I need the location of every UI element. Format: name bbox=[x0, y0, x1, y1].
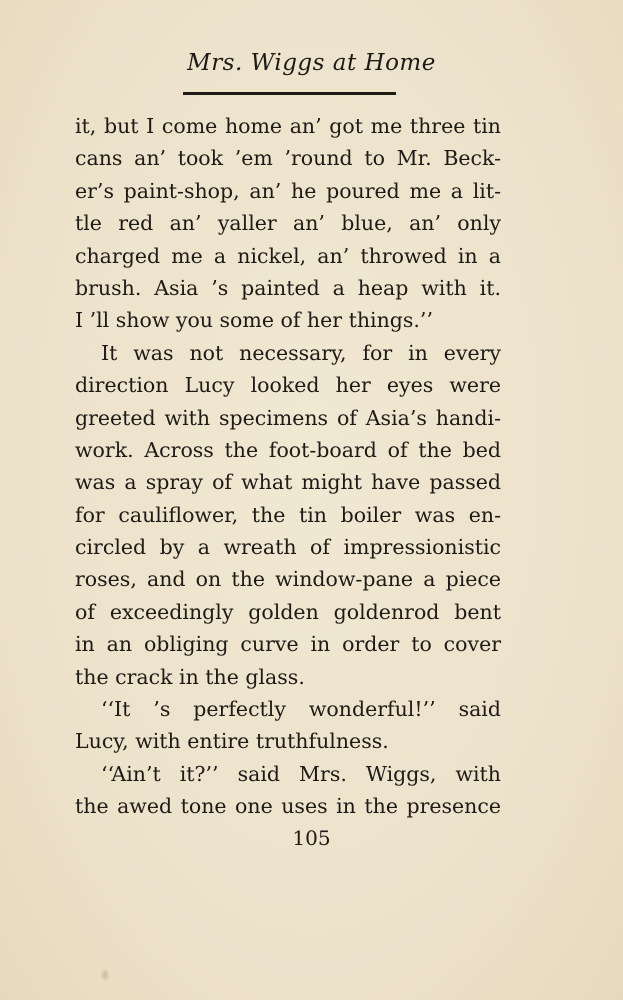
text-line: greeted with specimens of Asia’s handi- bbox=[75, 405, 501, 430]
running-header: Mrs. Wiggs at Home bbox=[187, 50, 436, 76]
header-rule bbox=[183, 92, 396, 95]
text-line: work. Across the foot-board of the bed bbox=[75, 437, 501, 462]
text-line: direction Lucy looked her eyes were bbox=[75, 373, 501, 398]
text-line: for cauliflower, the tin boiler was en- bbox=[75, 502, 501, 527]
text-line: was a spray of what might have passed bbox=[75, 470, 501, 495]
text-line: the awed tone one uses in the presence bbox=[75, 794, 501, 819]
text-line: it, but I come home an’ got me three tin bbox=[75, 114, 501, 138]
text-line: charged me a nickel, an’ throwed in a bbox=[75, 243, 501, 268]
text-line: roses, and on the window-pane a piece bbox=[75, 567, 501, 592]
text-line: Lucy, with entire truthfulness. bbox=[75, 729, 389, 754]
paragraph-first-line: ‘‘It ’s perfectly wonderful!’’ said bbox=[101, 697, 501, 722]
paragraph-first-line: ‘‘Ain’t it?’’ said Mrs. Wiggs, with bbox=[101, 761, 501, 786]
text-line: the crack in the glass. bbox=[75, 664, 305, 689]
text-line: er’s paint-shop, an’ he poured me a lit- bbox=[75, 178, 501, 203]
text-line: tle red an’ yaller an’ blue, an’ only bbox=[75, 211, 501, 236]
text-line: circled by a wreath of impressionistic bbox=[75, 535, 501, 560]
text-line: in an obliging curve in order to cover bbox=[75, 632, 501, 657]
text-line: brush. Asia ’s painted a heap with it. bbox=[75, 275, 501, 300]
body-text bbox=[75, 110, 501, 823]
page-number: 105 bbox=[292, 826, 331, 850]
text-line: I ’ll show you some of her things.’’ bbox=[75, 308, 433, 333]
text-line: of exceedingly golden goldenrod bent bbox=[75, 599, 501, 624]
text-line: cans an’ took ’em ’round to Mr. Beck- bbox=[75, 146, 501, 171]
paper-blemish bbox=[100, 968, 110, 982]
paragraph-first-line: It was not necessary, for in every bbox=[101, 340, 501, 365]
